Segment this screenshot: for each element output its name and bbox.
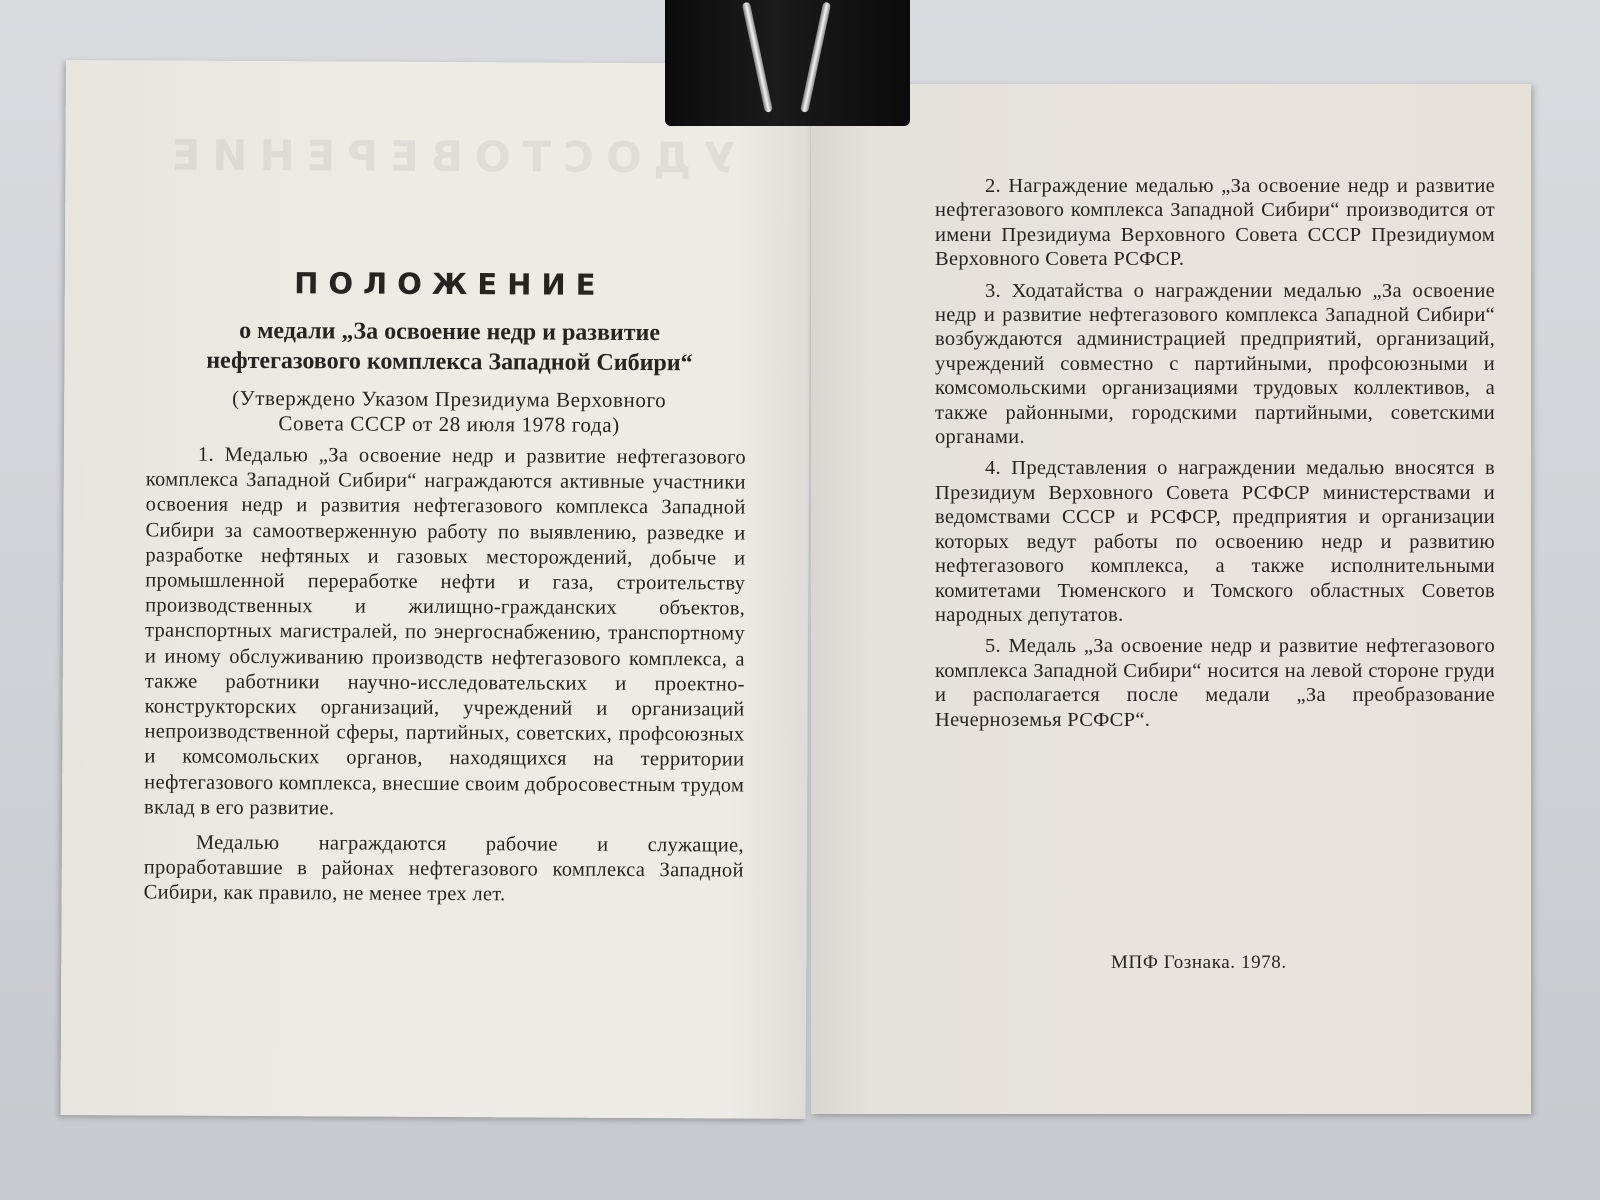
page-title: ПОЛОЖЕНИЕ [294,266,606,302]
approval-line-2: Совета СССР от 28 июля 1978 года) [278,411,620,437]
left-page [60,60,811,1119]
binder-clip-body [665,0,910,126]
subtitle-line-1: о медали „За освоение недр и развитие [239,317,661,347]
paragraph-1-continued: Медалью награждаются рабочие и служащие, проработавшие в районах нефтегазового комплекса Западной Сибири, как правило, не менее трех лет. [143,831,744,906]
paragraph-1: 1. Медалью „За освоение недр и развитие нефтегазового комплекса Западной Сибири“ награждаются активные участники освоения недр и развития нефтегазового комплекса Западной Сибири за самоотверженную работу по выявлению, разведке и разработке нефтяных и газовых месторождений, добыче и промышленной переработке нефти и газа, строительству производственных и жилищно-гражданских объектов, транспортных магистралей, по энергоснабжению, транспортному и иному обслуживанию производств нефтегазового комплекса, а также работники научно-исследовательских и проектно-конструкторских организаций, учреждений и организаций непроизводственной сферы, партийных, советских, профсоюзных и комсомольских органов, находящихся на территории нефтегазового комплекса, внесшие своим добросовестным трудом вклад в его развитие. [144,443,746,820]
medal-subtitle [154,315,744,378]
booklet [66,60,1531,1115]
binder-clip [665,0,910,128]
regulation-heading [154,265,745,438]
right-page [811,84,1531,1114]
paragraph-4: 4. Представления о награждении медалью вносятся в Президиум Верховного Совета РСФСР министерствами и ведомствами СССР и РСФСР, предприятия и организации которых ведут работы по освоению недр и развитию нефтегазового комплекса, а также исполнительными комитетами Тюменского и Томского областных Советов народных депутатов. [935,457,1495,626]
left-body-text [144,442,746,919]
subtitle-line-2: нефтегазового комплекса Западной Сибири“ [206,347,693,377]
approval-line-1: (Утверждено Указом Президиума Верховного [232,385,667,413]
approval-note [154,385,744,438]
paragraph-5: 5. Медаль „За освоение недр и развитие нефтегазового комплекса Западной Сибири“ носится на левой стороне груди и располагается после медали „За преобразование Нечерноземья РСФСР“. [935,635,1495,731]
paragraph-3: 3. Ходатайства о награждении медалью „За освоение недр и развитие нефтегазового комплекса Западной Сибири“ возбуждаются администрацией предприятий, организаций, учреждений совместно с партийными, профсоюзными и комсомольскими организациями трудовых коллективов, а также районными, городскими партийными, советскими органами. [935,279,1495,449]
printer-imprint: МПФ Гознака. 1978. [1111,952,1287,973]
right-body-text [935,174,1495,739]
show-through-print: УДОСТОВЕРЕНИЕ [159,130,736,183]
paragraph-2: 2. Награждение медалью „За освоение недр и развитие нефтегазового комплекса Западной Сибири“ производится от имени Президиума Верховного Совета СССР Президиумом Верховного Совета РСФСР. [935,175,1495,271]
